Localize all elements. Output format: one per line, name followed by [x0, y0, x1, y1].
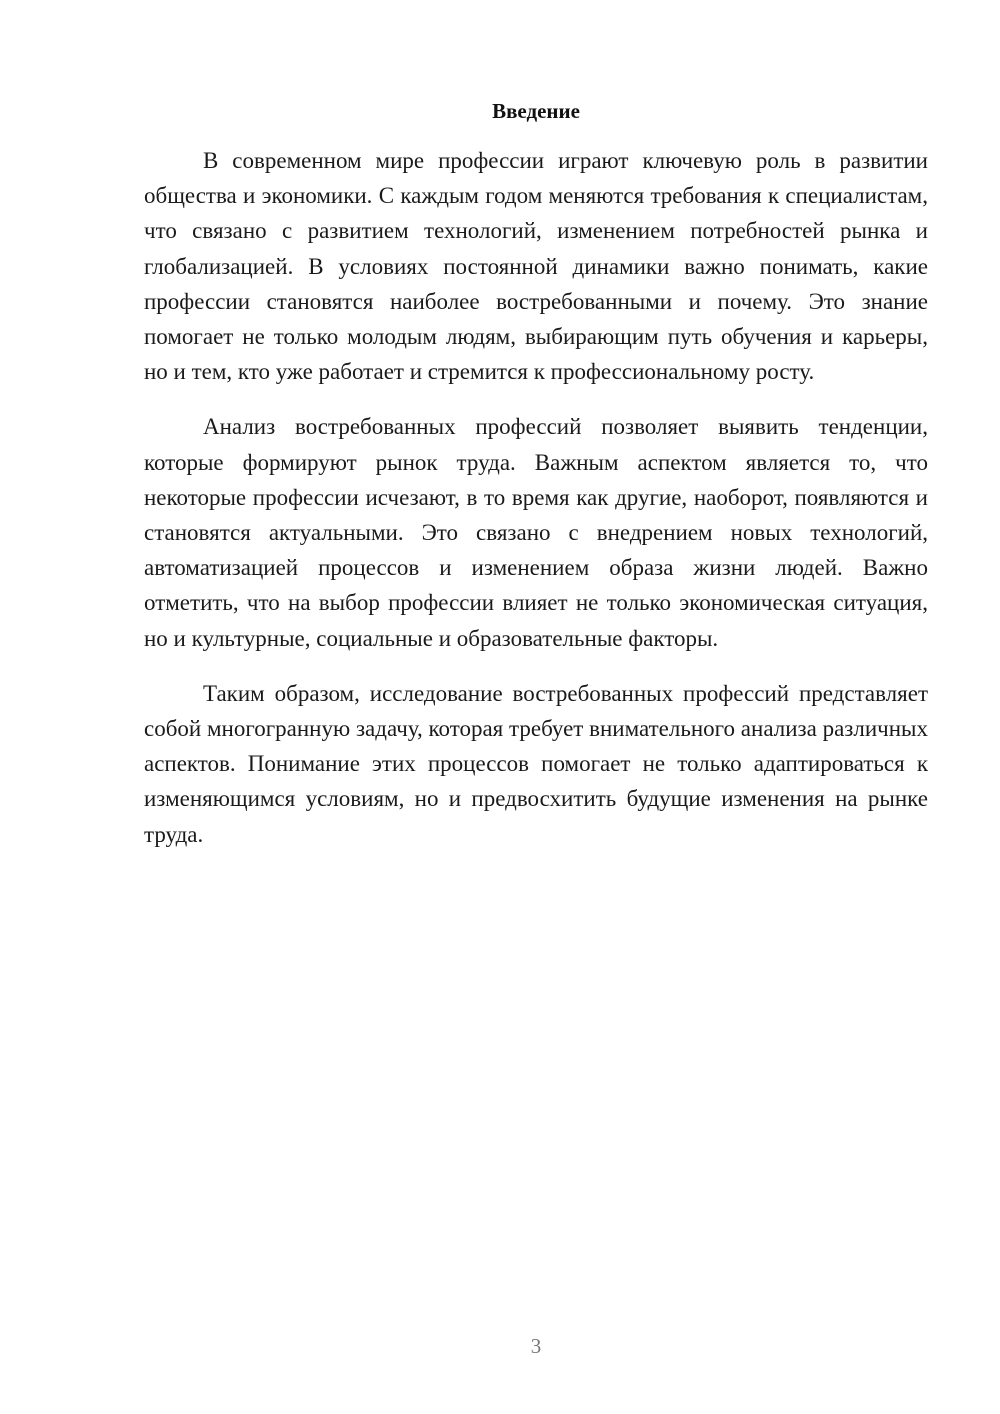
paragraph-3: Таким образом, исследование востребованных профессий представляет собой многогранную задачу, которая требует внимательного анализа различных аспектов. Понимание этих процессов помогает не только адаптироваться к изменяющимся условиям, но и предвосхитить будущие изменения на рынке труда.	[144, 680, 928, 847]
page-title: Введение	[492, 99, 580, 123]
paragraph-1: В современном мире профессии играют ключевую роль в развитии общества и экономики. С каждым годом меняются требования к специалистам, что связано с развитием технологий, изменением потребностей рынка и глобализацией. В условиях постоянной динамики важно понимать, какие профессии становятся наиболее востребованными и почему. Это знание помогает не только молодым людям, выбирающим путь обучения и карьеры, но и тем, кто уже работает и стремится к профессиональному росту.	[144, 148, 928, 385]
paragraph-2: Анализ востребованных профессий позволяет выявить тенденции, которые формируют рынок труда. Важным аспектом является то, что некоторые профессии исчезают, в то время как другие, наоборот, появляются и становятся актуальными. Это связано с внедрением новых технологий, автоматизацией процессов и изменением образа жизни людей. Важно отметить, что на выбор профессии влияет не только экономическая ситуация, но и культурные, социальные и образовательные факторы.	[144, 414, 928, 651]
page-number: 3	[530, 1334, 542, 1358]
document-body	[144, 143, 928, 872]
